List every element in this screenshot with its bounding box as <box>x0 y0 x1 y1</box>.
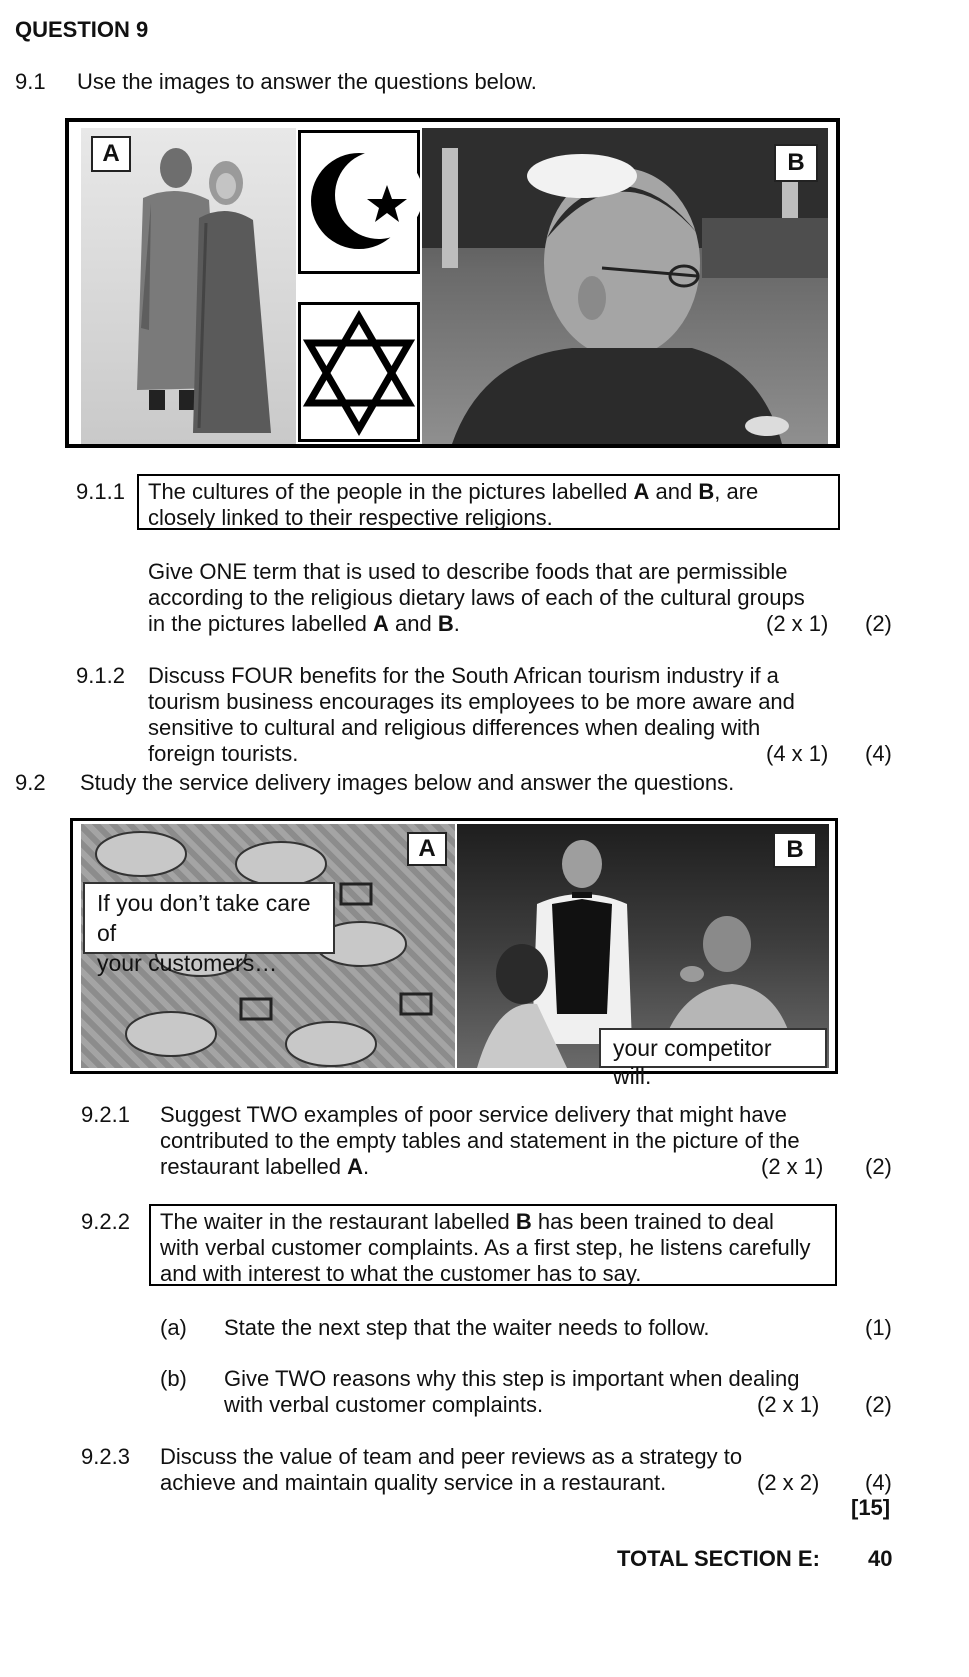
q91-image-frame <box>65 118 840 448</box>
q92-number: 9.2 <box>15 770 46 795</box>
q922b-line2: with verbal customer complaints. <box>224 1392 544 1417</box>
q921-number: 9.2.1 <box>81 1102 130 1127</box>
photo-couple <box>81 128 296 444</box>
q911-line3: in the pictures labelled A and B. <box>148 611 460 636</box>
photo-waiter-customers <box>457 824 829 1089</box>
q923-multiplier: (2 x 2) <box>757 1470 820 1495</box>
caption-a-line1: If you don’t take care of <box>97 890 311 946</box>
q921-line2: contributed to the empty tables and statement in the picture of the <box>160 1128 800 1153</box>
section-total-value: 40 <box>868 1546 893 1571</box>
caption-a <box>83 882 335 976</box>
q911-boxed-line1: The cultures of the people in the pictures labelled A and B, are <box>148 479 759 504</box>
q922a-text: State the next step that the waiter needs to follow. <box>224 1315 710 1340</box>
q911-line1: Give ONE term that is used to describe foods that are permissible <box>148 559 788 584</box>
q911-boxed-line2: closely linked to their respective religions. <box>148 505 553 530</box>
q921-marks: (2) <box>865 1154 892 1179</box>
star-of-david-icon <box>298 302 420 442</box>
photo-empty-tables <box>81 824 455 1068</box>
q923-marks: (4) <box>865 1470 892 1495</box>
photo-man-kippah <box>422 128 828 444</box>
q921-line3: restaurant labelled A. <box>160 1154 370 1179</box>
q912-line1: Discuss FOUR benefits for the South African tourism industry if a <box>148 663 779 688</box>
q912-line2: tourism business encourages its employees to be more aware and <box>148 689 795 714</box>
q91-instruction: Use the images to answer the questions below. <box>77 69 537 94</box>
q923-number: 9.2.3 <box>81 1444 130 1469</box>
q921-line1: Suggest TWO examples of poor service delivery that might have <box>160 1102 787 1127</box>
q912-multiplier: (4 x 1) <box>766 741 829 766</box>
section-total-label: TOTAL SECTION E: <box>617 1546 820 1571</box>
q921-multiplier: (2 x 1) <box>761 1154 824 1179</box>
question-heading: QUESTION 9 <box>15 17 149 42</box>
caption-a-line2: your customers… <box>97 950 278 976</box>
q92-image-frame <box>70 818 838 1089</box>
q92-instruction: Study the service delivery images below and answer the questions. <box>80 770 735 795</box>
photo-label-b: B <box>774 144 818 182</box>
q922b-multiplier: (2 x 1) <box>757 1392 820 1417</box>
photo-label-a-92: A <box>407 832 447 866</box>
q912-number: 9.1.2 <box>76 663 125 688</box>
q922b-marks: (2) <box>865 1392 892 1417</box>
q922a-label: (a) <box>160 1315 187 1340</box>
caption-b: your competitor will. <box>599 1028 827 1068</box>
q911-line2: according to the religious dietary laws of each of the cultural groups <box>148 585 805 610</box>
photo-label-a: A <box>91 136 131 172</box>
crescent-star-icon <box>298 130 420 274</box>
q923-line1: Discuss the value of team and peer reviews as a strategy to <box>160 1444 743 1469</box>
q912-line4: foreign tourists. <box>148 741 299 766</box>
q911-number: 9.1.1 <box>76 479 125 504</box>
question-total: [15] <box>851 1495 891 1520</box>
q911-marks: (2) <box>865 611 892 636</box>
q922-boxed-line1: The waiter in the restaurant labelled B has been trained to deal <box>160 1209 774 1234</box>
q922-boxed-line3: and with interest to what the customer has to say. <box>160 1261 642 1286</box>
q911-multiplier: (2 x 1) <box>766 611 829 636</box>
photo-label-b-92: B <box>773 832 817 868</box>
q922b-label: (b) <box>160 1366 187 1391</box>
q91-number: 9.1 <box>15 69 46 94</box>
q922a-marks: (1) <box>865 1315 892 1340</box>
q923-line2: achieve and maintain quality service in a restaurant. <box>160 1470 667 1495</box>
q922b-line1: Give TWO reasons why this step is important when dealing <box>224 1366 800 1391</box>
q922-boxed-line2: with verbal customer complaints. As a first step, he listens carefully <box>160 1235 811 1260</box>
q922-number: 9.2.2 <box>81 1209 130 1234</box>
q912-marks: (4) <box>865 741 892 766</box>
q912-line3: sensitive to cultural and religious differences when dealing with <box>148 715 761 740</box>
